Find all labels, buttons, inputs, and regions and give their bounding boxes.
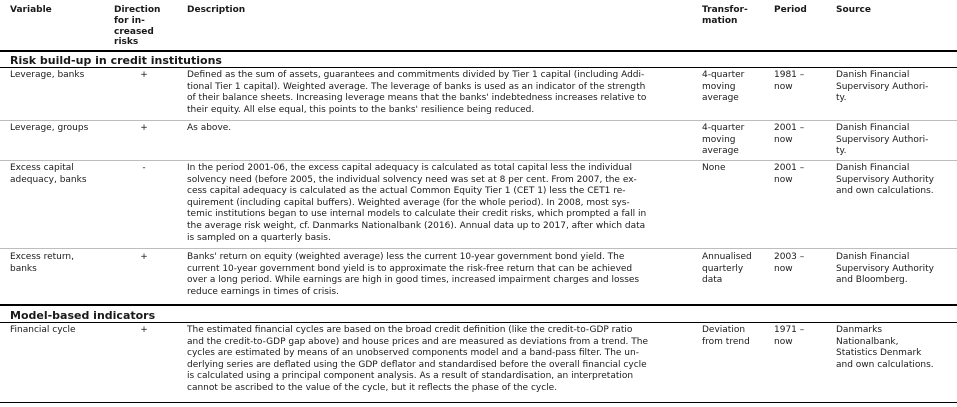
cell-source: Danish Financial Supervisory Authority and Bloomberg. (836, 252, 934, 286)
row-rule (0, 120, 957, 121)
cell-source: Danmarks Nationalbank, Statistics Denmark and own calculations. (836, 325, 934, 370)
cell-variable: Excess return, banks (10, 252, 74, 274)
cell-direction: - (142, 163, 146, 173)
cell-description: Defined as the sum of assets, guarantees and commitments divided by Tier 1 capital (including Addi- tional Tier 1 capital). Weighted average. The leverage of banks is used as an indicator of the strength of their balance sheets. Increasing leverage means that the banks' indebtedness increases relative to their equity. All else equal, this points to the banks' resilience being reduced. (187, 70, 647, 115)
cell-direction: + (140, 70, 148, 80)
cell-direction: + (140, 252, 148, 262)
cell-description: The estimated financial cycles are based on the broad credit definition (like the credit-to-GDP ratio and the credit-to-GDP gap above) and house prices and are measured as deviations from a trend. The cycles are estimated by means of an unobserved components model and a band-pass filter. The un- derlying series are deflated using the GDP deflator and standardised before the overall financial cycle is calculated using a principal component analysis. As a result of standardisation, an interpretation cannot be ascribed to the value of the cycle, but it reflects the phase of the cycle. (187, 325, 648, 393)
cell-period: 2001 – now (774, 163, 805, 185)
cell-description: In the period 2001-06, the excess capital adequacy is calculated as total capital less the individual solvency need (before 2005, the individual solvency need was set at 8 per cent. From 2007, the ex- cess capital adequacy is calculated as the actual Common Equity Tier 1 (CET 1) less the CET1 re- quirement (including capital buffers). Weighted average (for the whole period). In 2008, most sys- temic institutions began to use internal models to calculate their credit risks, which prompted a fall in the average risk weight, cf. Danmarks Nationalbank (2016). Annual data up to 2017, after which data is sampled on a quarterly basis. (187, 163, 647, 243)
section-rule (0, 67, 957, 68)
header-transformation: Transfor- mation (702, 5, 748, 26)
header-variable: Variable (10, 5, 52, 15)
header-direction: Direction for in- creased risks (114, 5, 161, 48)
section-end-rule (0, 304, 957, 306)
cell-variable: Leverage, banks (10, 70, 85, 80)
header-description: Description (187, 5, 246, 15)
cell-source: Danish Financial Supervisory Authority and own calculations. (836, 163, 934, 197)
cell-source: Danish Financial Supervisory Authori- ty. (836, 70, 929, 104)
cell-direction: + (140, 123, 148, 133)
section-rule (0, 322, 957, 323)
section-title: Risk build-up in credit institutions (10, 54, 222, 67)
cell-transformation: Deviation from trend (702, 325, 750, 347)
cell-variable: Financial cycle (10, 325, 76, 335)
cell-direction: + (140, 325, 148, 335)
table-bottom-rule (0, 402, 957, 403)
cell-description: Banks' return on equity (weighted average) less the current 10-year government bond yield. The current 10-year government bond yield is to approximate the risk-free return that can be achieved over a long period. While earnings are high in good times, increased impairment charges and losses reduce earnings in times of crisis. (187, 252, 640, 297)
cell-period: 1981 – now (774, 70, 805, 92)
cell-transformation: None (702, 163, 726, 173)
cell-description: As above. (187, 123, 232, 133)
cell-transformation: 4-quarter moving average (702, 70, 745, 104)
table-header (0, 0, 957, 50)
cell-transformation: 4-quarter moving average (702, 123, 745, 157)
row-rule (0, 248, 957, 249)
header-period: Period (774, 5, 807, 15)
cell-period: 2001 – now (774, 123, 805, 145)
section-title: Model-based indicators (10, 309, 156, 322)
cell-variable: Leverage, groups (10, 123, 89, 133)
section-heading-risk-buildup (0, 52, 957, 68)
cell-period: 2003 – now (774, 252, 805, 274)
section-heading-model-based (0, 307, 957, 323)
cell-source: Danish Financial Supervisory Authori- ty. (836, 123, 929, 157)
row-rule (0, 160, 957, 161)
header-source: Source (836, 5, 871, 15)
cell-period: 1971 – now (774, 325, 805, 347)
cell-variable: Excess capital adequacy, banks (10, 163, 87, 185)
cell-transformation: Annualised quarterly data (702, 252, 752, 286)
